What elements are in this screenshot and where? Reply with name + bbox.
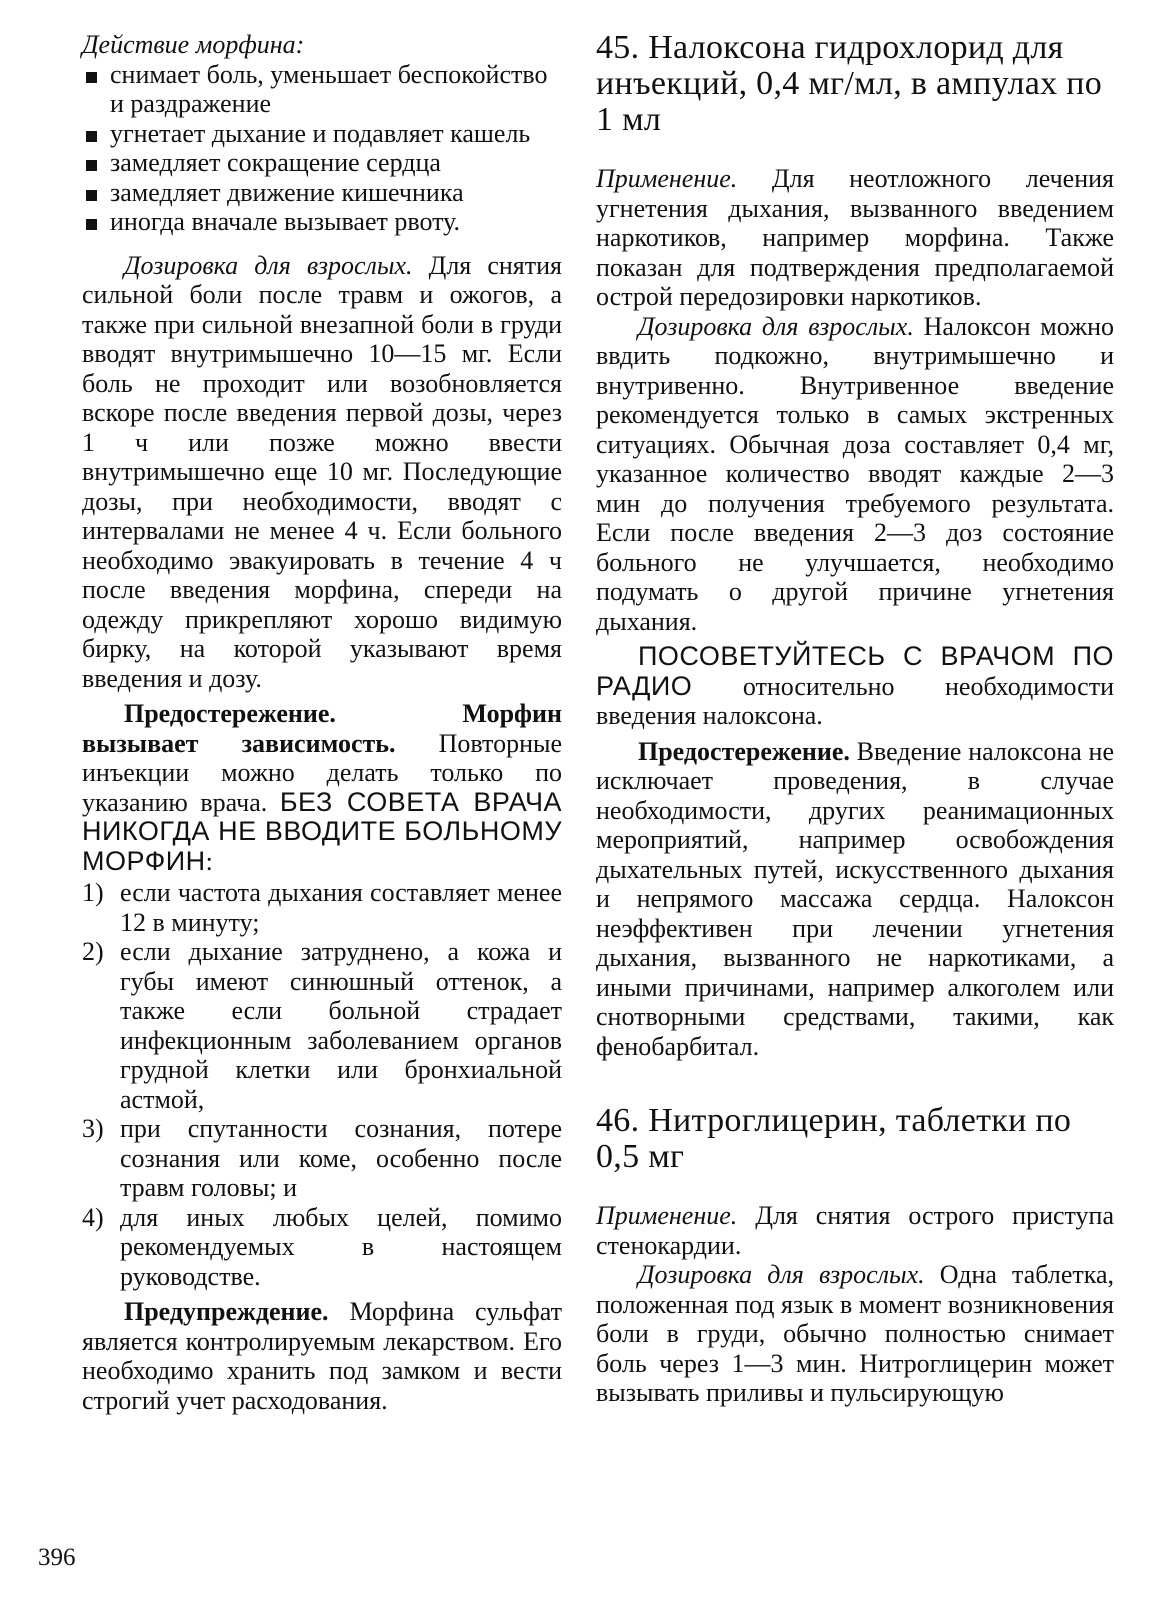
- warning-label: Предупреждение.: [124, 1297, 329, 1326]
- radio-caps: ПОСОВЕТУЙТЕСЬ С ВРАЧОМ ПО РАДИО: [596, 641, 1114, 701]
- left-column: [82, 30, 562, 1415]
- item-number: 4): [82, 1202, 104, 1232]
- item-number: 2): [82, 937, 104, 966]
- sec45-caution-paragraph: [596, 737, 1114, 1062]
- dosage-paragraph: [82, 251, 562, 694]
- list-item: иногда вначале вызывает рвоту.: [82, 207, 562, 237]
- use-label: Применение.: [596, 1201, 738, 1230]
- caution-text: Повторные инъекции можно делать только по указанию врача.: [82, 728, 562, 817]
- action-list: [82, 60, 562, 237]
- radio-text: относительно необходимости введения налоксона.: [596, 671, 1115, 730]
- use-label: Применение.: [596, 164, 738, 193]
- section-45-title: 45. Налоксона гидрохлорид для инъекций, 0,4 мг/мл, в ампулах по 1 мл: [596, 29, 1103, 138]
- right-column: [596, 30, 1114, 1408]
- item-text: если дыхание затруднено, а кожа и губы имеют синюшный оттенок, а также если больной страдает инфекционным заболеванием органов грудной клетки или бронхиальной астмой,: [120, 937, 562, 1114]
- caution-caps: БЕЗ СОВЕТА ВРАЧА НИКОГДА НЕ ВВОДИТЕ БОЛЬНОМУ МОРФИН: [82, 786, 563, 876]
- warning-paragraph: [82, 1297, 562, 1415]
- list-item: замедляет сокращение сердца: [82, 148, 562, 178]
- page-number: 396: [38, 1544, 76, 1571]
- list-item: [82, 1203, 562, 1292]
- action-title: Действие морфина:: [82, 30, 305, 59]
- caution-label: Предостережение. Морфин вызывает зависимость.: [82, 699, 562, 758]
- list-item: снимает боль, уменьшает беспокойство и раздражение: [82, 60, 562, 119]
- caution-label: Предостережение.: [638, 736, 850, 766]
- item-text: для иных любых целей, помимо рекомендуемых в настоящем руководстве.: [120, 1202, 562, 1291]
- dosage-text: Для снятия сильной боли после травм и ожогов, а также при сильной внезапной боли в груди вводят внутримышечно 10—15 мг. Если боль не проходит или возобновляется вскоре после введения первой дозы, через 1 ч или позже можно ввести внутримышечно еще 10 мг. Последующие дозы, при необходимости, вводят с интервалами не менее 4 ч. Если больного необходимо эвакуировать в течение 4 ч после введения морфина, спереди на одежду прикрепляют хорошо видимую бирку, на которой указывают время введения и дозу.: [82, 250, 562, 693]
- list-item: [82, 1114, 562, 1203]
- dosage-text: Одна таблетка, положенная под язык в момент возникновения боли в груди, обычно полностью снимает боль через 1—3 мин. Нитроглицерин может вызывать приливы и пульсирующую: [596, 1260, 1114, 1407]
- caution-colon: :: [205, 846, 213, 876]
- sec45-dosage-paragraph: [596, 312, 1114, 637]
- sec45-radio-paragraph: [596, 642, 1114, 731]
- item-text: при спутанности сознания, потере сознания или коме, особенно после травм головы; и: [120, 1114, 562, 1202]
- sec46-dosage-paragraph: [596, 1260, 1114, 1408]
- list-item: угнетает дыхание и подавляет кашель: [82, 119, 562, 149]
- use-text: Для неотложного лечения угнетения дыхания, вызванного введением наркотиков, например морфина. Также показан для подтверждения предполагаемой острой передозировки наркотиков.: [596, 164, 1114, 311]
- caution-text: Введение налоксона не исключает проведения, в случае необходимости, других реанимационных мероприятий, например освобождения дыхательных путей, искусственного дыхания и непрямого массажа сердца. Налоксон неэффективен при лечении угнетения дыхания, вызванного не наркотиками, а иными причинами, например алкоголем или снотворными средствами, такими, как фенобарбитал.: [596, 736, 1115, 1061]
- dosage-label: Дозировка для взрослых.: [638, 311, 914, 341]
- use-text: Для снятия острого приступа стенокардии.: [596, 1201, 1115, 1260]
- dosage-label: Дозировка для взрослых.: [638, 1260, 925, 1289]
- list-item: [82, 878, 562, 937]
- list-item: [82, 937, 562, 1114]
- item-text: если частота дыхания составляет менее 12 в минуту;: [120, 878, 562, 937]
- sec45-use-paragraph: [596, 164, 1114, 312]
- item-number: 3): [82, 1114, 104, 1143]
- caution-paragraph: [82, 699, 562, 876]
- dosage-text: Налоксон можно ввдить подкожно, внутримышечно и внутривенно. Внутривенное введение рекомендуется только в самых экстренных ситуациях. Обычная доза составляет 0,4 мг, указанное количество вводят каждые 2—3 мин до получения требуемого результата. Если после введения 2—3 доз состояние больного не улучшается, необходимо подумать о другой причине угнетения дыхания.: [596, 311, 1114, 636]
- list-item: замедляет движение кишечника: [82, 178, 562, 208]
- item-number: 1): [82, 878, 104, 907]
- conditions-list: [82, 878, 562, 1291]
- sec46-use-paragraph: [596, 1201, 1114, 1260]
- section-46-title: 46. Нитроглицерин, таблетки по 0,5 мг: [596, 1102, 1072, 1175]
- dosage-label: Дозировка для взрослых.: [124, 250, 413, 280]
- warning-text: Морфина сульфат является контролируемым лекарством. Его необходимо хранить под замком и вести строгий учет расходования.: [82, 1297, 562, 1415]
